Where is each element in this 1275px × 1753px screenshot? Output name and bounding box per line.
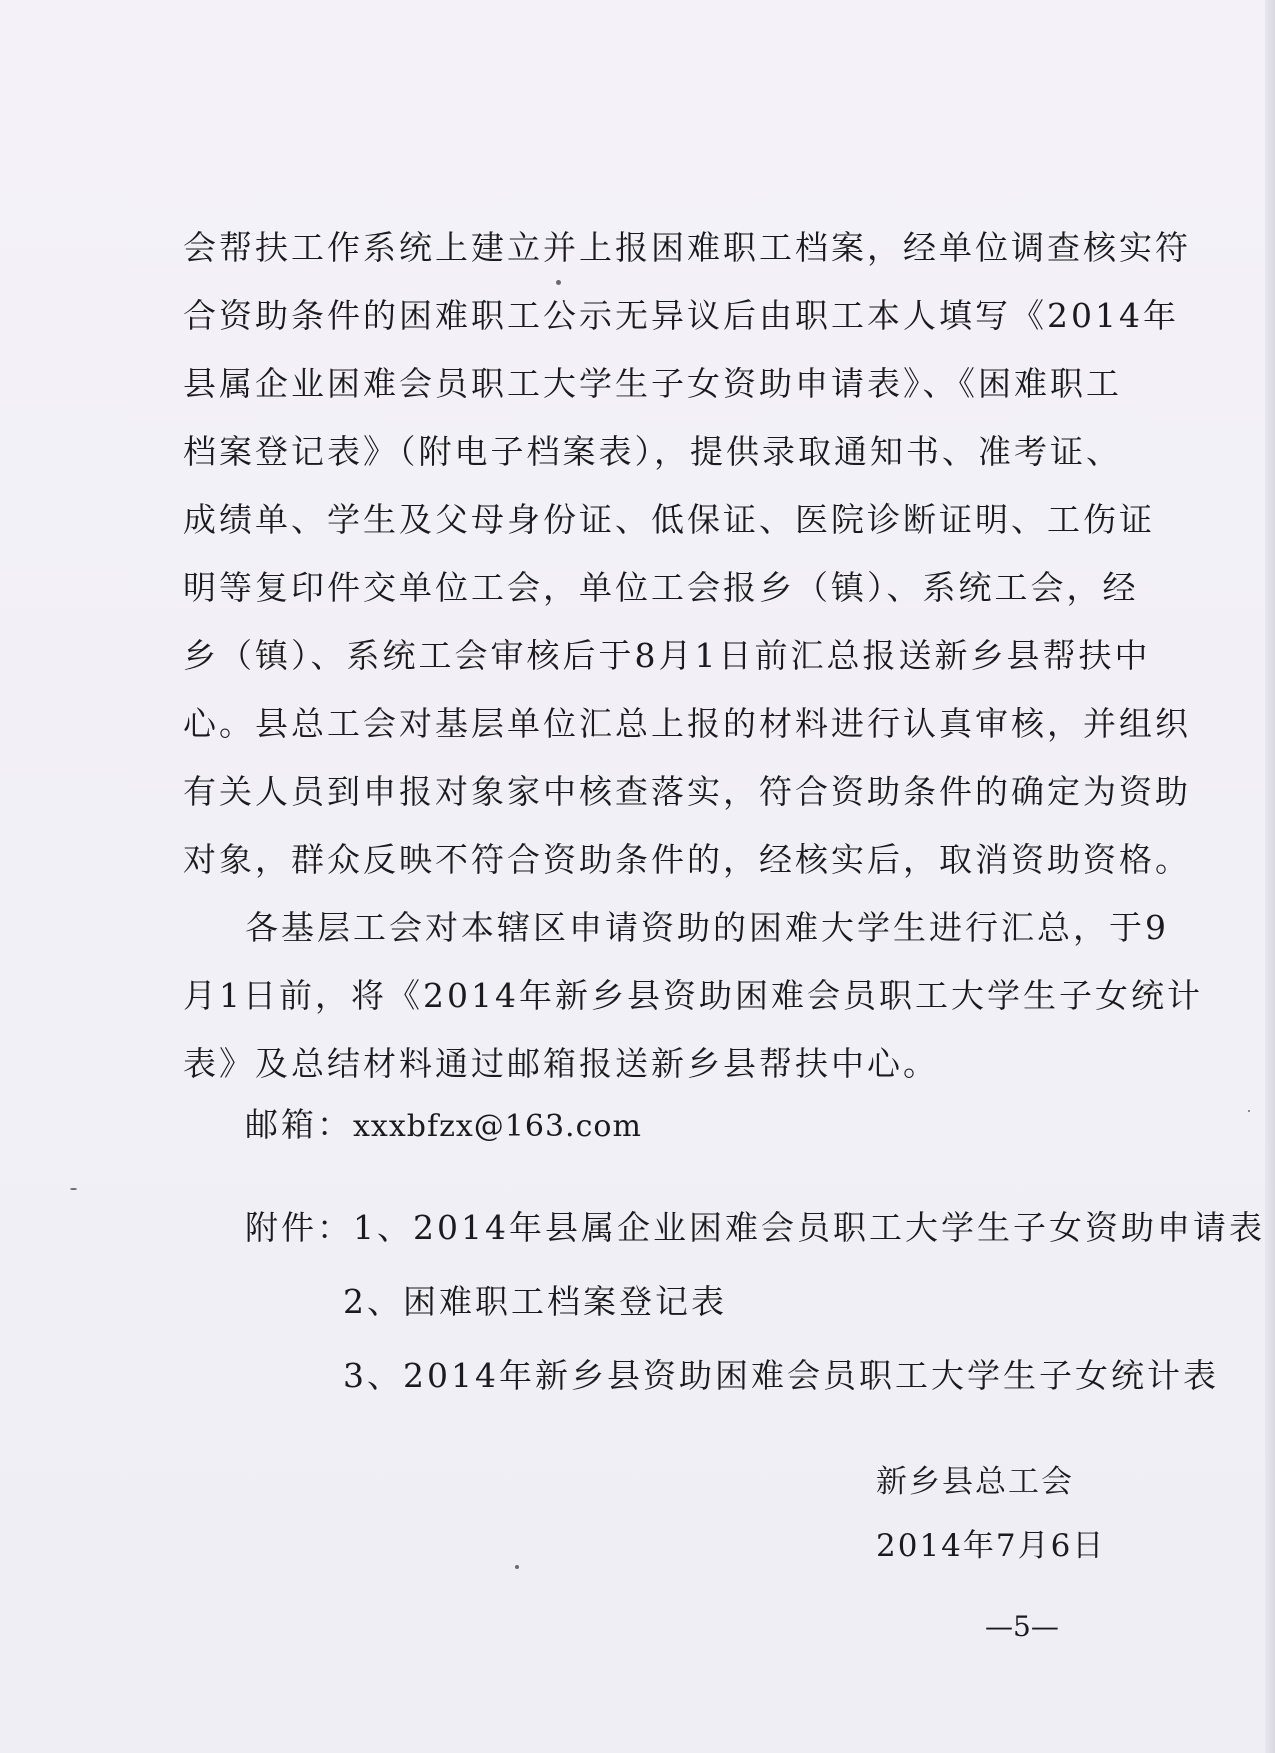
text-line: 各基层工会对本辖区申请资助的困难大学生进行汇总，于9 [245, 908, 1169, 947]
page-edge [1265, 0, 1275, 1753]
text-line: 档案登记表》（附电子档案表），提供录取通知书、准考证、 [183, 432, 1122, 471]
text-line: 有关人员到申报对象家中核查落实，符合资助条件的确定为资助 [183, 772, 1191, 811]
text-line: 明等复印件交单位工会，单位工会报乡（镇）、系统工会，经 [183, 568, 1139, 607]
text-line: 成绩单、学生及父母身份证、低保证、医院诊断证明、工伤证 [183, 500, 1155, 539]
signature-org: 新乡县总工会 [876, 1464, 1074, 1500]
email-label: 邮箱： [245, 1105, 353, 1144]
text-line: 对象，群众反映不符合资助条件的，经核实后，取消资助资格。 [183, 840, 1191, 879]
text-line: 会帮扶工作系统上建立并上报困难职工档案，经单位调查核实符 [183, 228, 1191, 267]
text-line: 县属企业困难会员职工大学生子女资助申请表》、《困难职工 [183, 364, 1122, 403]
scan-speck [556, 280, 561, 285]
page-number: —5— [985, 1610, 1059, 1643]
scan-speck [1248, 1110, 1250, 1112]
signature-date: 2014年7月6日 [876, 1528, 1106, 1564]
attachment-item: 3、2014年新乡县资助困难会员职工大学生子女统计表 [343, 1356, 1219, 1395]
text-line: 合资助条件的困难职工公示无异议后由职工本人填写《2014年 [183, 296, 1179, 335]
scan-speck [515, 1565, 519, 1569]
email-address: xxxbfzx@163.com [353, 1109, 642, 1144]
scan-speck [70, 1188, 77, 1190]
text-line: 月1日前，将《2014年新乡县资助困难会员职工大学生子女统计 [183, 976, 1203, 1015]
attachment-item: 1、2014年县属企业困难会员职工大学生子女资助申请表 [353, 1208, 1265, 1247]
text-line: 心。县总工会对基层单位汇总上报的材料进行认真审核，并组织 [183, 704, 1191, 743]
text-line: 表》及总结材料通过邮箱报送新乡县帮扶中心。 [183, 1044, 939, 1083]
attachment-item: 2、困难职工档案登记表 [343, 1282, 727, 1321]
text-line: 乡（镇）、系统工会审核后于8月1日前汇总报送新乡县帮扶中 [183, 636, 1151, 675]
attachments-label: 附件： [245, 1208, 353, 1247]
